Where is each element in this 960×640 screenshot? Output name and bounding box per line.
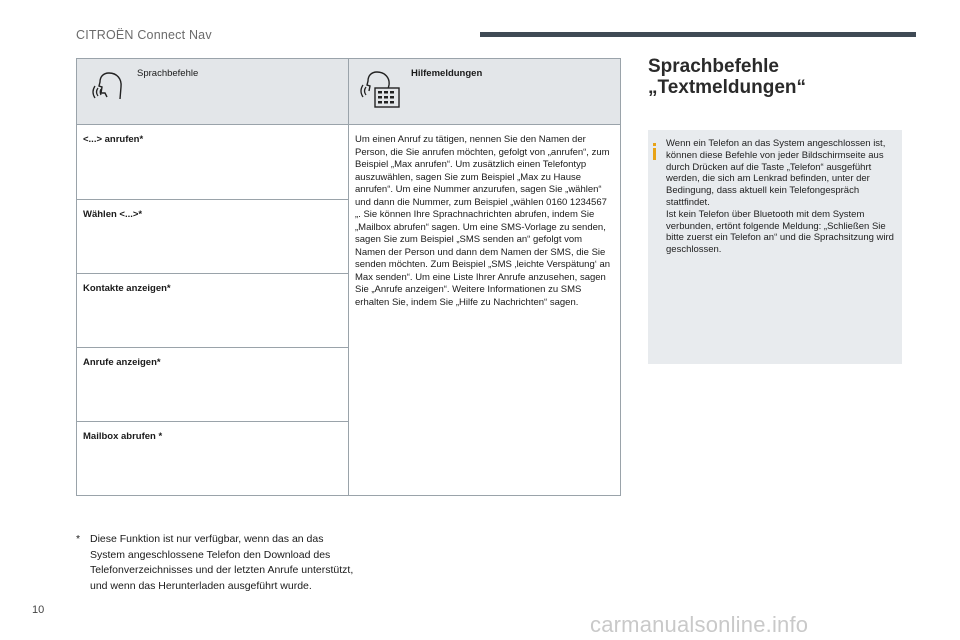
info-paragraph-1: Wenn ein Telefon an das System angeschlossen ist, können diese Befehle von jeder Bildschirmseite aus durch Drücken auf die Taste „Telefon“ ausgeführt werden, die sich am Lenkrad befinden, unter der Bedingung, dass aktuell kein Telefongespräch stattfindet. xyxy=(666,138,886,208)
section-title-line1: Sprachbefehle xyxy=(648,56,779,77)
footnote-marker: * xyxy=(76,533,81,545)
footnote-text: Diese Funktion ist nur verfügbar, wenn das an das System angeschlossene Telefon den Download des Telefonverzeichnisses und der letzten Anrufe unterstützt, und wenn das Herunterladen ausgeführt wurde. xyxy=(90,533,354,592)
header-bar xyxy=(480,32,916,37)
header-title: CITROËN Connect Nav xyxy=(76,28,212,42)
info-paragraph-2: Ist kein Telefon über Bluetooth mit dem System verbunden, ertönt folgende Meldung: „Schließen Sie bitte zuerst ein Telefon an“ und die Sprachsitzung wird geschlossen. xyxy=(666,208,894,256)
voice-keypad-icon xyxy=(359,69,401,109)
command-mailbox: Mailbox abrufen * xyxy=(83,431,163,442)
command-call: <...> anrufen* xyxy=(83,134,144,145)
command-cell xyxy=(77,125,349,200)
command-dial: Wählen <...>* xyxy=(83,209,143,220)
page-number: 10 xyxy=(32,604,45,616)
command-contacts: Kontakte anzeigen* xyxy=(83,283,171,294)
col-header-commands: Sprachbefehle xyxy=(137,68,199,79)
table-header-help xyxy=(349,59,621,125)
col-header-help: Hilfemeldungen xyxy=(411,68,483,79)
info-box xyxy=(648,130,902,364)
command-calls: Anrufe anzeigen* xyxy=(83,357,161,368)
section-title-line2: „Textmeldungen“ xyxy=(648,77,806,98)
help-text: Um einen Anruf zu tätigen, nennen Sie den Namen der Person, die Sie anrufen möchten, gefolgt von „anrufen“, zum Beispiel „Max anrufen“. Um zusätzlich einen Telefontyp auszuwählen, sagen Sie zum Beispiel „Max zu Hause anrufen“. Um eine Nummer anzurufen, sagen Sie „wählen“ und dann die Nummer, zum Beispiel „wählen 0160 1234567 „. Sie können Ihre Sprachnachrichten abrufen, indem Sie „Mailbox abrufen“ sagen. Um eine SMS-Vorlage zu senden, sagen Sie zum Beispiel „SMS senden an“ gefolgt vom Namen der Person und dann dem Namen der SMS, die Sie senden möchten. Zum Beispiel „SMS ‚leichte Verspätung‘ an Max senden“. Um eine Liste Ihrer Anrufe anzusehen, sagen Sie „Anrufe anzeigen“. Weitere Informationen zu SMS erhalten Sie, indem Sie „Hilfe zu Nachrichten“ sagen. xyxy=(355,134,611,308)
voice-head-icon xyxy=(89,69,125,105)
table-header-commands xyxy=(77,59,349,125)
watermark: carmanualsonline.info xyxy=(590,612,809,637)
table-header-row xyxy=(77,59,621,125)
command-cell xyxy=(77,274,349,348)
help-cell xyxy=(349,125,621,496)
command-cell xyxy=(77,422,349,496)
section-title xyxy=(648,56,908,98)
table-row xyxy=(77,125,621,200)
voice-command-table xyxy=(76,58,621,496)
footnote xyxy=(76,532,356,594)
info-text xyxy=(666,138,900,256)
command-cell xyxy=(77,200,349,274)
command-cell xyxy=(77,348,349,422)
